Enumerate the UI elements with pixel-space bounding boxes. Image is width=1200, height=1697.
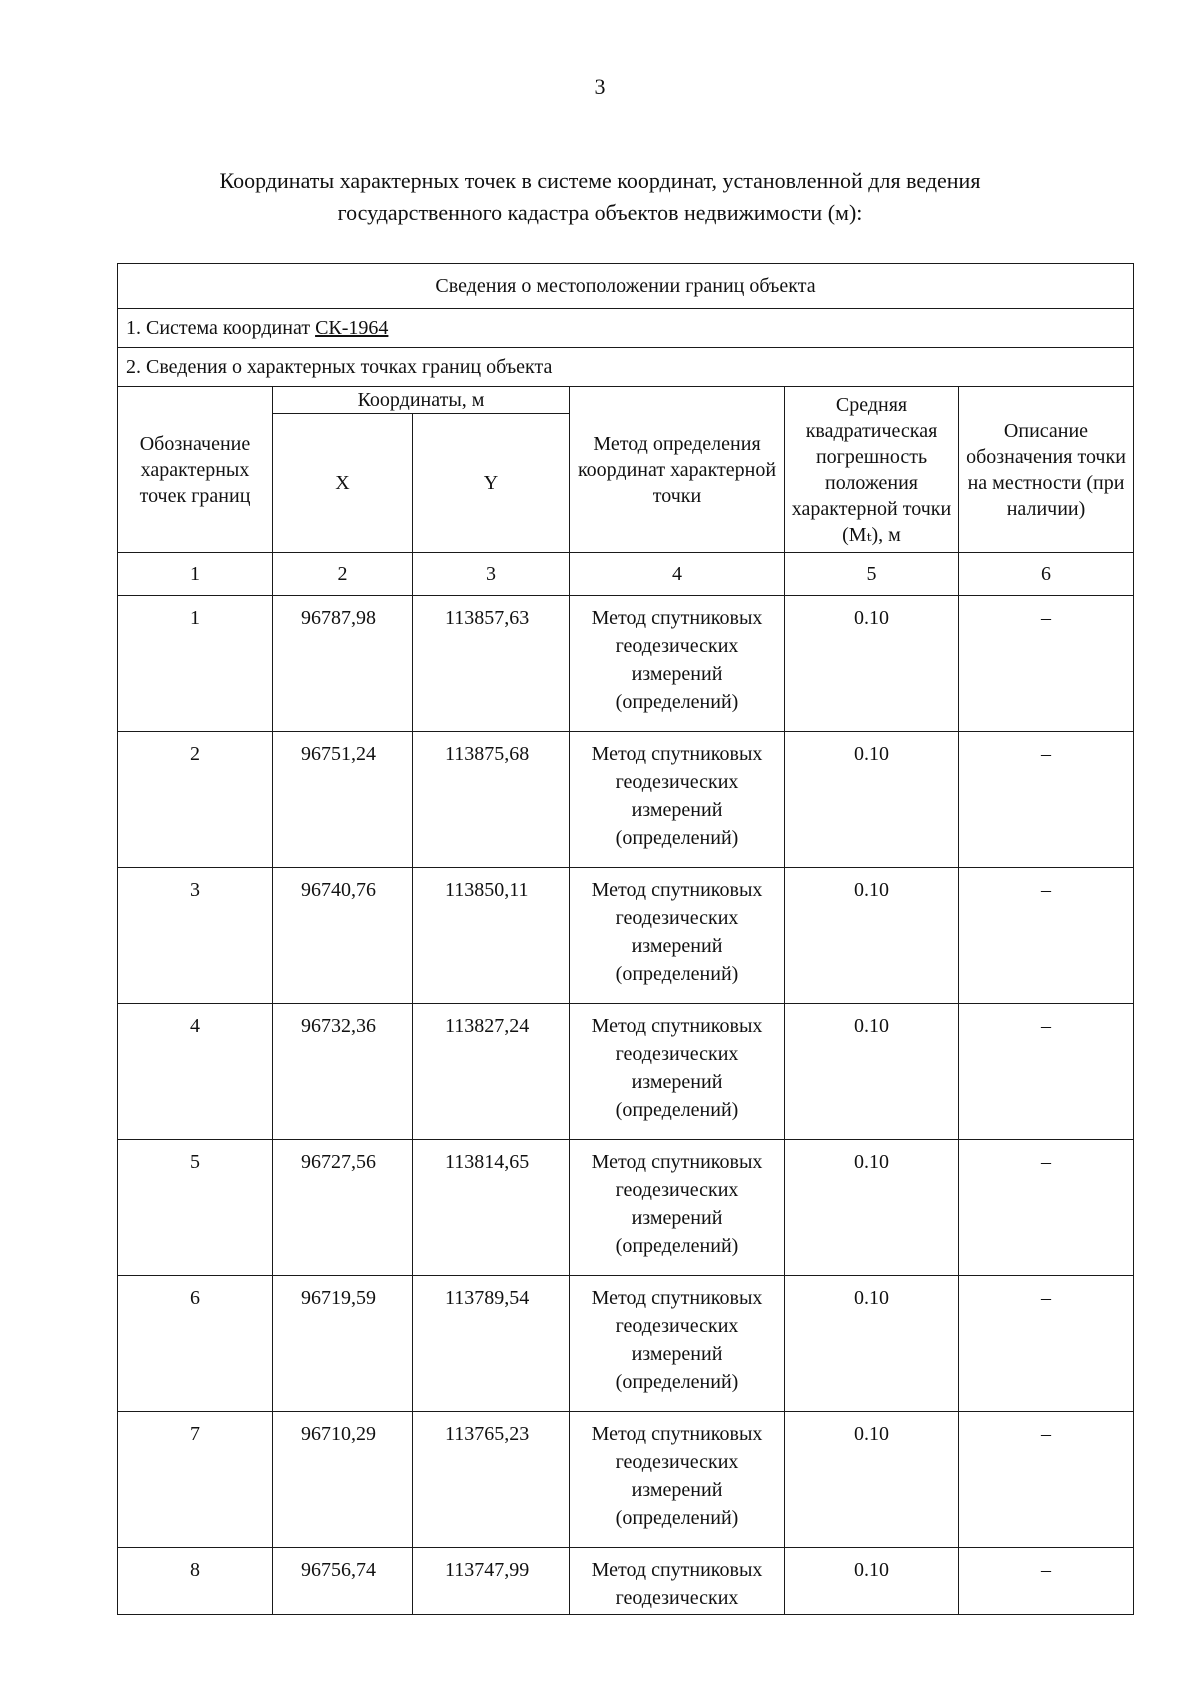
column-number-row [118,553,1134,596]
coord-y: 113789,54 [413,1276,570,1412]
method: Метод спутниковых геодезических измерений (определений) [570,868,785,1004]
accuracy: 0.10 [785,1276,959,1412]
coord-system-label: 1. Система координат [126,316,316,339]
table-row [118,1548,1134,1615]
header-row-1 [118,387,1134,414]
point-number: 8 [118,1548,273,1615]
point-number: 4 [118,1004,273,1140]
description: – [959,1140,1134,1276]
coord-system-name: СК-1964 [315,316,389,339]
header-method: Метод определения координат характерной точки [570,387,785,553]
coord-system-cell [118,309,1134,348]
table-row [118,1004,1134,1140]
table-row [118,868,1134,1004]
coordinates-table [117,263,1134,1615]
column-number: 6 [959,553,1134,596]
method: Метод спутниковых геодезических измерений (определений) [570,732,785,868]
document-title-line-2: государственного кадастра объектов недвижимости (м): [337,200,863,225]
column-number: 5 [785,553,959,596]
header-coordinates: Координаты, м [273,387,570,414]
page-number: 3 [594,74,606,99]
header-accuracy: Средняя квадратическая погрешность положения характерной точки (Mₜ), м [785,387,959,553]
coord-y: 113827,24 [413,1004,570,1140]
column-number: 3 [413,553,570,596]
document-title [150,165,1050,229]
description: – [959,596,1134,732]
point-number: 7 [118,1412,273,1548]
method: Метод спутниковых геодезических измерений (определений) [570,1004,785,1140]
coord-x: 96710,29 [273,1412,413,1548]
table-row [118,1412,1134,1548]
accuracy: 0.10 [785,868,959,1004]
method: Метод спутниковых геодезических [570,1548,785,1615]
point-number: 2 [118,732,273,868]
coord-x: 96751,24 [273,732,413,868]
accuracy: 0.10 [785,1412,959,1548]
table-row [118,1276,1134,1412]
description: – [959,1004,1134,1140]
coord-x: 96787,98 [273,596,413,732]
point-number: 6 [118,1276,273,1412]
column-number: 4 [570,553,785,596]
coord-x: 96740,76 [273,868,413,1004]
table-row [118,732,1134,868]
coord-x: 96719,59 [273,1276,413,1412]
description: – [959,732,1134,868]
accuracy: 0.10 [785,1004,959,1140]
point-number: 1 [118,596,273,732]
accuracy: 0.10 [785,1548,959,1615]
coord-x: 96732,36 [273,1004,413,1140]
description: – [959,1412,1134,1548]
method: Метод спутниковых геодезических измерений (определений) [570,1140,785,1276]
coord-y: 113765,23 [413,1412,570,1548]
coord-x: 96727,56 [273,1140,413,1276]
description: – [959,1276,1134,1412]
header-point-designation: Обозначение характерных точек границ [118,387,273,553]
header-x: X [273,414,413,553]
method: Метод спутниковых геодезических измерений (определений) [570,1276,785,1412]
coord-y: 113814,65 [413,1140,570,1276]
accuracy: 0.10 [785,596,959,732]
header-description: Описание обозначения точки на местности (при наличии) [959,387,1134,553]
table-row [118,1140,1134,1276]
coord-y: 113857,63 [413,596,570,732]
description: – [959,868,1134,1004]
coord-y: 113850,11 [413,868,570,1004]
column-number: 2 [273,553,413,596]
coord-y: 113747,99 [413,1548,570,1615]
section-title: Сведения о местоположении границ объекта [118,264,1134,309]
header-y: Y [413,414,570,553]
method: Метод спутниковых геодезических измерений (определений) [570,596,785,732]
document-title-line-1: Координаты характерных точек в системе координат, установленной для ведения [219,168,981,193]
description: – [959,1548,1134,1615]
point-number: 5 [118,1140,273,1276]
points-section-title: 2. Сведения о характерных точках границ объекта [118,348,1134,387]
section-title-row [118,264,1134,309]
coord-y: 113875,68 [413,732,570,868]
column-number: 1 [118,553,273,596]
table-row [118,596,1134,732]
points-section-row [118,348,1134,387]
accuracy: 0.10 [785,732,959,868]
coord-system-row [118,309,1134,348]
coord-x: 96756,74 [273,1548,413,1615]
accuracy: 0.10 [785,1140,959,1276]
point-number: 3 [118,868,273,1004]
method: Метод спутниковых геодезических измерений (определений) [570,1412,785,1548]
